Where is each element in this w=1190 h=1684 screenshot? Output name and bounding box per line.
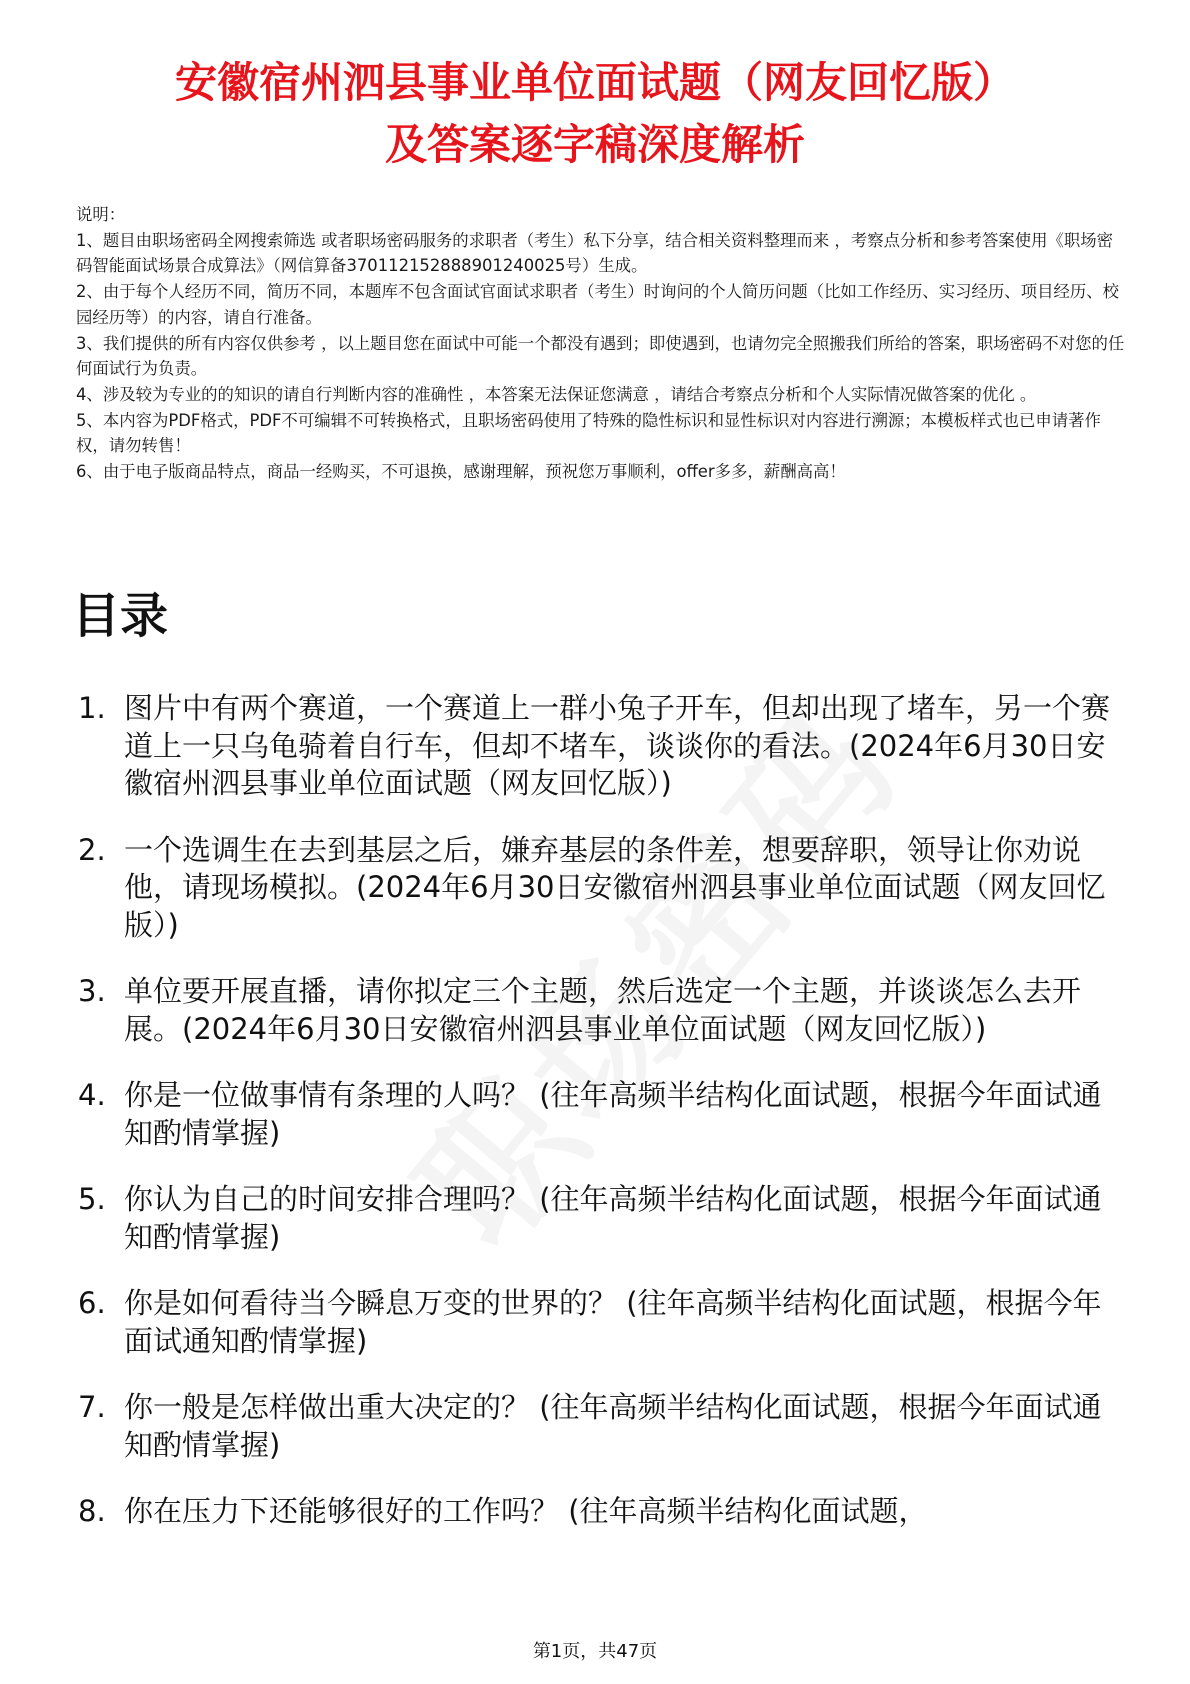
note-item-5: 5、本内容为PDF格式，PDF不可编辑不可转换格式，且职场密码使用了特殊的隐性标识和显性标识对内容进行溯源；本模板样式也已申请著作权，请勿转售！ <box>76 410 1101 456</box>
toc-item-8[interactable] <box>72 1493 1117 1531</box>
toc-item-text: 一个选调生在去到基层之后，嫌弃基层的条件差，想要辞职，领导让你劝说他，请现场模拟。(2024年6月30日安徽宿州泗县事业单位面试题（网友回忆版）) <box>124 832 1106 942</box>
toc-item-number: 5. <box>78 1182 106 1216</box>
toc-item-3[interactable] <box>72 973 1117 1048</box>
toc-item-text: 图片中有两个赛道，一个赛道上一群小兔子开车，但却出现了堵车，另一个赛道上一只乌龟骑着自行车，但却不堵车，谈谈你的看法。(2024年6月30日安徽宿州泗县事业单位面试题（网友回忆版）) <box>124 691 1111 800</box>
toc-item-text: 你是如何看待当今瞬息万变的世界的？ (往年高频半结构化面试题，根据今年面试通知酌情掌握) <box>124 1286 1102 1358</box>
toc-item-text: 你认为自己的时间安排合理吗？ (往年高频半结构化面试题，根据今年面试通知酌情掌握) <box>124 1182 1102 1254</box>
toc-list <box>72 690 1117 1531</box>
toc-item-number: 4. <box>78 1078 106 1112</box>
toc-item-number: 7. <box>78 1390 106 1424</box>
toc-item-5[interactable] <box>72 1181 1117 1256</box>
title-line-1: 安徽宿州泗县事业单位面试题（网友回忆版） <box>174 58 1015 107</box>
note-item-4: 4、涉及较为专业的的知识的请自行判断内容的准确性 ，本答案无法保证您满意 ，请结合考察点分析和个人实际情况做答案的优化 。 <box>76 384 1037 404</box>
note-item-6: 6、由于电子版商品特点，商品一经购买，不可退换，感谢理解，预祝您万事顺利，offer多多，薪酬高高！ <box>76 462 846 482</box>
toc-item-number: 1. <box>78 691 106 725</box>
toc-item-text: 你一般是怎样做出重大决定的？ (往年高频半结构化面试题，根据今年面试通知酌情掌握) <box>124 1390 1102 1462</box>
note-item-1: 1、题目由职场密码全网搜索筛选 或者职场密码服务的求职者（考生）私下分享，结合相关资料整理而来 ，考察点分析和参考答案使用《职场密码智能面试场景合成算法》（网信算备370112152888901240025号）生成。 <box>76 230 1114 276</box>
toc-item-1[interactable] <box>72 690 1117 803</box>
toc-item-text: 你在压力下还能够很好的工作吗？ (往年高频半结构化面试题， <box>124 1494 928 1528</box>
toc-item-2[interactable] <box>72 832 1117 945</box>
notes-heading: 说明： <box>76 205 126 224</box>
toc-heading: 目录 <box>72 588 169 644</box>
notes-section <box>76 202 1126 485</box>
toc-item-number: 3. <box>78 974 106 1008</box>
toc-item-6[interactable] <box>72 1285 1117 1360</box>
note-item-3: 3、我们提供的所有内容仅供参考 ，以上题目您在面试中可能一个都没有遇到；即使遇到，也请勿完全照搬我们所给的答案，职场密码不对您的任何面试行为负责。 <box>76 333 1125 379</box>
toc-item-7[interactable] <box>72 1389 1117 1464</box>
toc-item-text: 你是一位做事情有条理的人吗？ (往年高频半结构化面试题，根据今年面试通知酌情掌握) <box>124 1078 1102 1150</box>
document-title <box>70 52 1120 176</box>
toc-item-number: 2. <box>78 832 106 867</box>
page-footer: 第1页，共47页 <box>532 1641 658 1662</box>
title-line-2: 及答案逐字稿深度解析 <box>384 120 805 169</box>
toc-item-text: 单位要开展直播，请你拟定三个主题，然后选定一个主题，并谈谈怎么去开展。(2024年6月30日安徽宿州泗县事业单位面试题（网友回忆版）) <box>124 974 1082 1046</box>
toc-item-4[interactable] <box>72 1077 1117 1152</box>
note-item-2: 2、由于每个人经历不同，简历不同，本题库不包含面试官面试求职者（考生）时询问的个人简历问题（比如工作经历、实习经历、项目经历、校园经历等）的内容，请自行准备。 <box>76 282 1120 327</box>
toc-item-number: 6. <box>78 1286 106 1320</box>
toc-item-number: 8. <box>78 1494 106 1528</box>
